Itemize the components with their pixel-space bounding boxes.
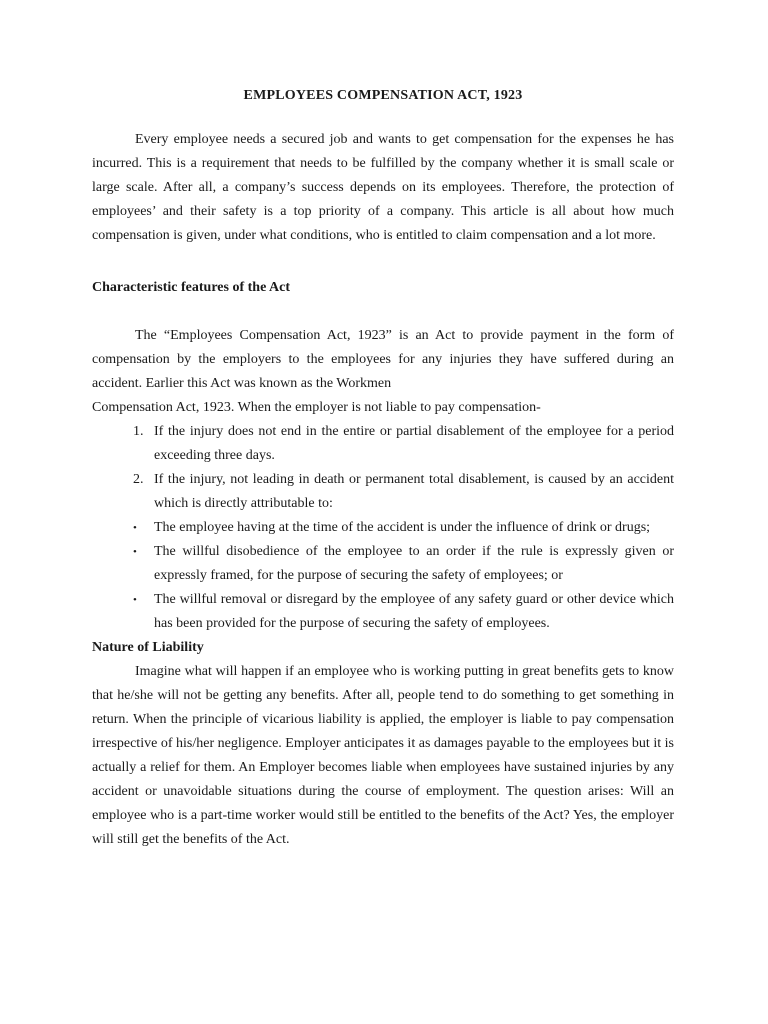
bullet-marker: • [133, 522, 137, 534]
intro-paragraph: Every employee needs a secured job and wants to get compensation for the expenses he has incurred. This is a requirement that needs to be fulfilled by the company whether it is small scale or large scale. After all, a company’s success depends on its employees. Therefore, the protection of employees’ and their safety is a top priority of a company. This article is all about how much compensation is given, under what conditions, who is entitled to claim compensation and a lot more. [92, 132, 674, 243]
list-item [92, 540, 674, 588]
document-title: EMPLOYEES COMPENSATION ACT, 1923 [243, 88, 523, 103]
list-item-text: The willful removal or disregard by the employee of any safety guard or other device which has been provided for the purpose of securing the safety of employees. [154, 592, 674, 631]
list-item-text: The willful disobedience of the employee to an order if the rule is expressly given or expressly framed, for the purpose of securing the safety of employees; or [154, 544, 674, 583]
features-paragraph-line1: The “Employees Compensation Act, 1923” is an Act to provide payment in the form of compensation by the employers to the employees for any injuries they have suffered during an accident. Earlier this Act was known as the Workmen [92, 328, 674, 391]
list-item-text: If the injury, not leading in death or permanent total disablement, is caused by an accident which is directly attributable to: [154, 472, 674, 511]
list-item [92, 420, 674, 468]
bullet-marker: • [133, 594, 137, 606]
document-page [92, 84, 674, 852]
list-item-text: The employee having at the time of the accident is under the influence of drink or drugs; [154, 520, 651, 535]
list-item [92, 516, 674, 540]
section-heading-liability: Nature of Liability [92, 640, 204, 655]
list-item-text: If the injury does not end in the entire or partial disablement of the employee for a period exceeding three days. [154, 424, 674, 463]
list-marker: 1. [133, 424, 144, 439]
list-item [92, 588, 674, 636]
list-item [92, 468, 674, 516]
section-heading-features: Characteristic features of the Act [92, 280, 291, 295]
list-marker: 2. [133, 472, 144, 487]
liability-paragraph: Imagine what will happen if an employee who is working putting in great benefits gets to know that he/she will not be getting any benefits. After all, people tend to do something to get something in return. When the principle of vicarious liability is applied, the employer is liable to pay compensation irrespective of his/her negligence. Employer anticipates it as damages payable to the employees but it is actually a relief for them. An Employer becomes liable when employees have sustained injuries by any accident or unavoidable situations during the course of employment. The question arises: Will an employee who is a part-time worker would still be entitled to the benefits of the Act? Yes, the employer will still get the benefits of the Act. [92, 664, 674, 847]
features-paragraph-line2: Compensation Act, 1923. When the employer is not liable to pay compensation- [92, 400, 541, 415]
exceptions-list [92, 420, 674, 636]
bullet-marker: • [133, 546, 137, 558]
